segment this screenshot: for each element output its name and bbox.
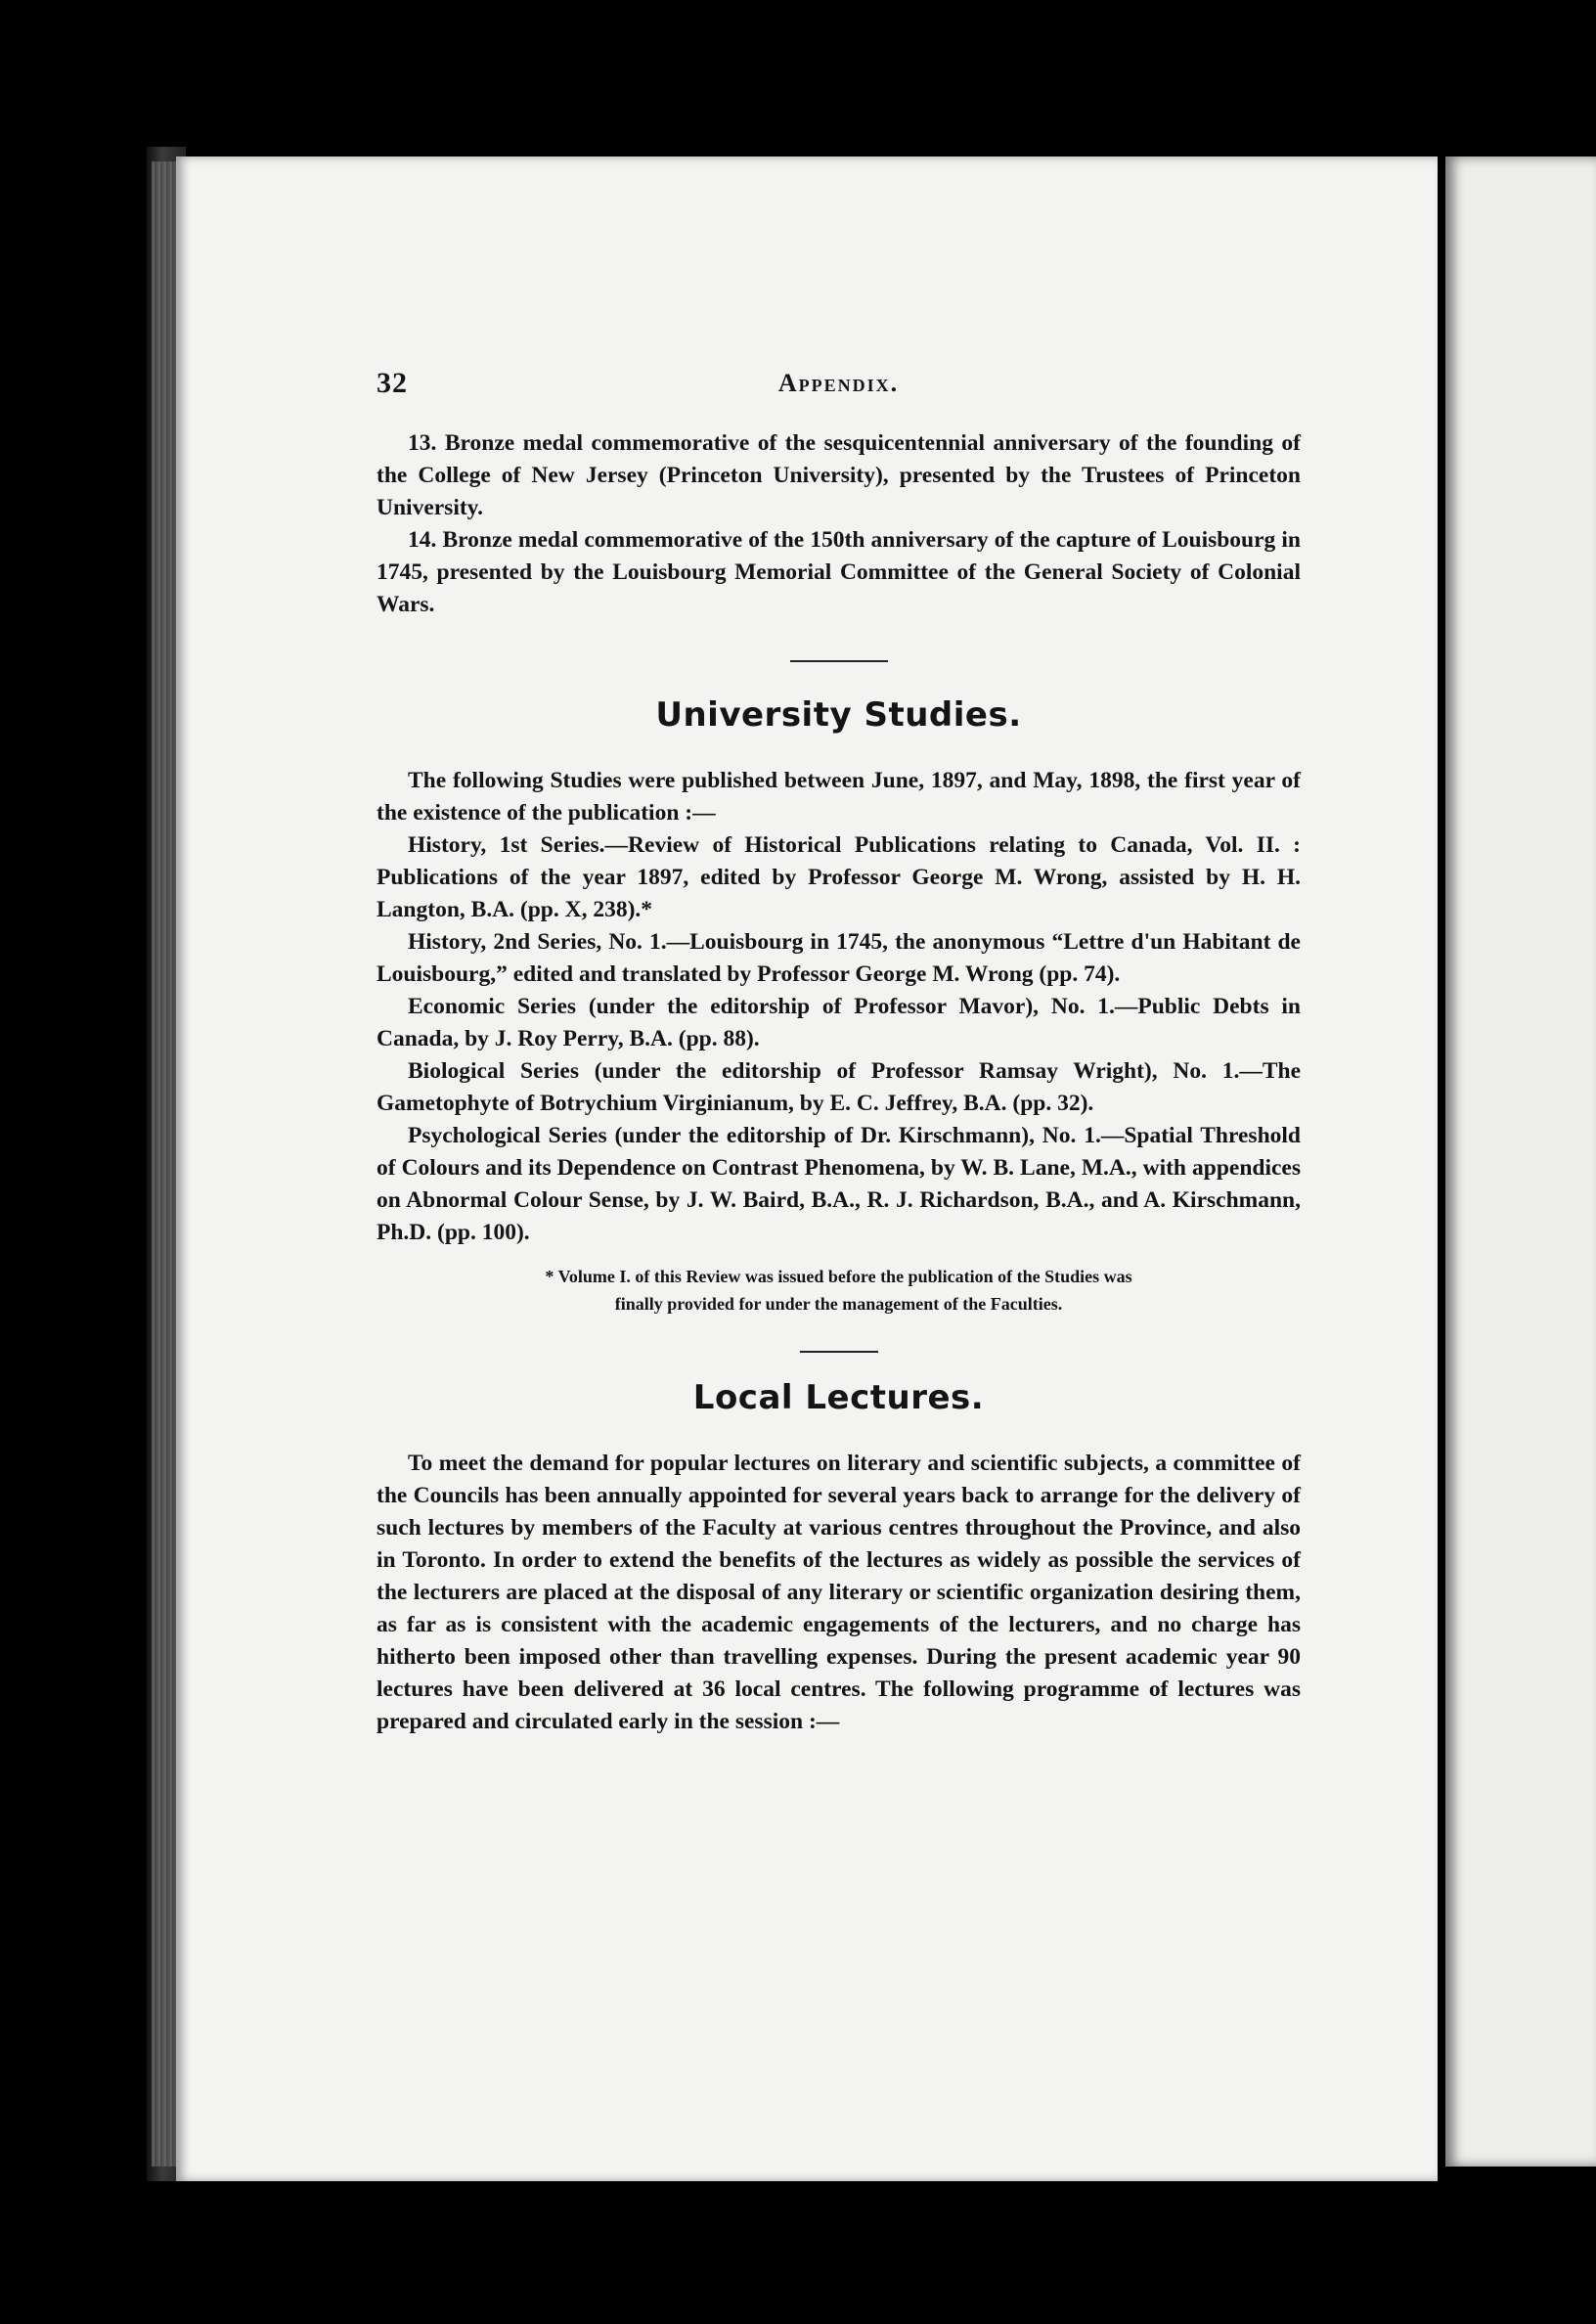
studies-entry-history-2: History, 2nd Series, No. 1.—Louisbourg in 1745, the anonymous “Lettre d'un Habitant de Louisbourg,” edited and translated by Professor George M. Wrong (pp. 74). <box>377 929 1301 987</box>
local-lectures-title: Local Lectures. <box>692 1378 985 1417</box>
footnote <box>377 1263 1301 1318</box>
local-lectures-body: To meet the demand for popular lectures on literary and scientific subjects, a committee of the Councils has been annually appointed for several years back to arrange for the delivery of such lectures by members of the Faculty at various centres throughout the Province, and also in Toronto. In order to extend the benefits of the lectures as widely as possible the services of the lecturers are placed at the disposal of any literary or scientific organization desiring them, as far as is consistent with the academic engagements of the lecturers, and no charge has hitherto been imposed other than travelling expenses. During the present academic year 90 lectures have been delivered at 36 local centres. The following programme of lectures was prepared and circulated early in the session :— <box>377 1451 1301 1734</box>
appendix-item-14: 14. Bronze medal commemorative of the 150th anniversary of the capture of Louisbourg in 1745, presented by the Louisbourg Memorial Committee of the General Society of Colonial Wars. <box>377 527 1301 617</box>
footnote-line-1: * Volume I. of this Review was issued before the publication of the Studies was <box>545 1267 1132 1286</box>
university-studies-title: University Studies. <box>655 695 1022 735</box>
studies-entry-history-1: History, 1st Series.—Review of Historical Publications relating to Canada, Vol. II. : Publications of the year 1897, edited by Professor George M. Wrong, assisted by H. H. Langton, B.A. (pp. X, 238).* <box>377 832 1301 922</box>
section-divider <box>790 660 888 662</box>
running-head: Appendix. <box>777 369 900 397</box>
page-header <box>377 367 1301 422</box>
appendix-item-13: 13. Bronze medal commemorative of the sesquicentennial anniversary of the founding of the College of New Jersey (Princeton University), presented by the Trustees of Princeton University. <box>377 430 1301 520</box>
studies-intro: The following Studies were published between June, 1897, and May, 1898, the first year of the existence of the publication :— <box>377 768 1301 826</box>
studies-entry-biological: Biological Series (under the editorship of Professor Ramsay Wright), No. 1.—The Gametophyte of Botrychium Virginianum, by E. C. Jeffrey, B.A. (pp. 32). <box>377 1058 1301 1116</box>
facing-page-edge <box>1445 156 1596 2167</box>
page-number: 32 <box>377 367 408 399</box>
footnote-line-2: finally provided for under the management of the Faculties. <box>614 1294 1063 1314</box>
page-content <box>377 367 1301 1738</box>
studies-entry-psychological: Psychological Series (under the editorship of Dr. Kirschmann), No. 1.—Spatial Threshold of Colours and its Dependence on Contrast Phenomena, by W. B. Lane, M.A., with appendices on Abnormal Colour Sense, by J. W. Baird, B.A., R. J. Richardson, B.A., and A. Kirschmann, Ph.D. (pp. 100). <box>377 1123 1301 1245</box>
section-divider-2 <box>800 1351 878 1353</box>
studies-entry-economic: Economic Series (under the editorship of Professor Mavor), No. 1.—Public Debts in Canada, by J. Roy Perry, B.A. (pp. 88). <box>377 994 1301 1051</box>
